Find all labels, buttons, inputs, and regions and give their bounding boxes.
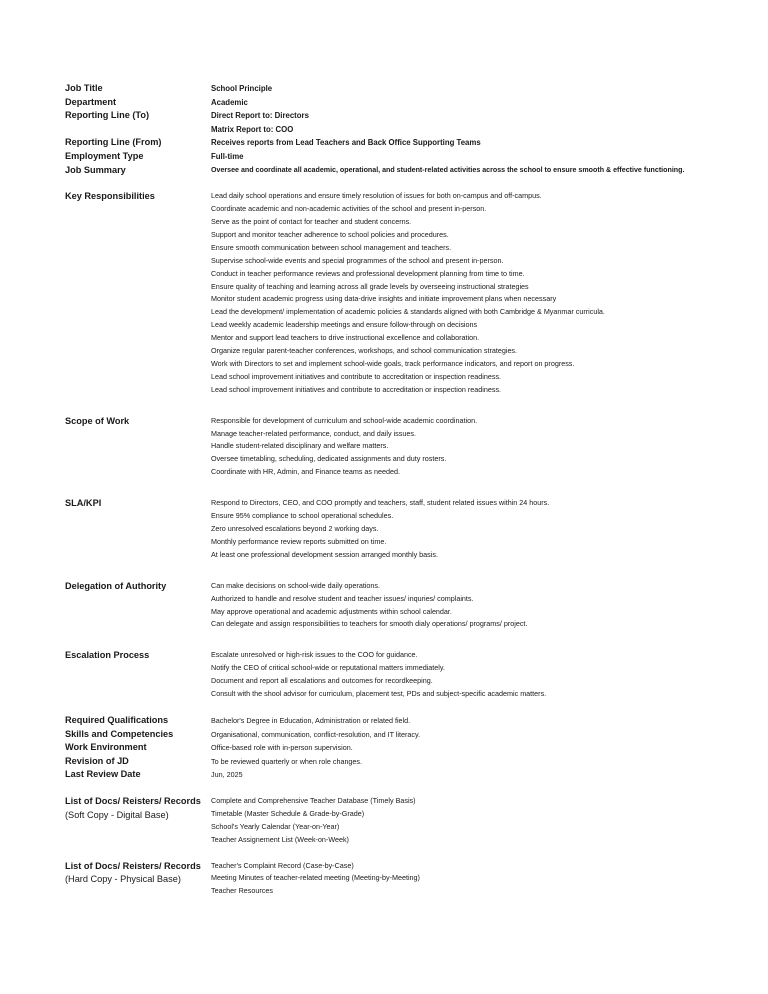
job-summary-label: Job Summary bbox=[65, 164, 126, 175]
list-item: Meeting Minutes of teacher-related meeting (Meeting-by-Meeting) bbox=[211, 873, 420, 883]
key-responsibilities-list bbox=[211, 190, 745, 397]
list-item: Teacher Resources bbox=[211, 886, 273, 896]
list-item: Organize regular parent-teacher conferences, workshops, and school communication strategies. bbox=[211, 346, 518, 356]
list-item: Coordinate with HR, Admin, and Finance teams as needed. bbox=[211, 467, 400, 477]
list-item: Consult with the shool advisor for curriculum, placement test, PDs and subject-specific academic matters. bbox=[211, 689, 547, 699]
list-item: Monthly performance review reports submitted on time. bbox=[211, 536, 387, 546]
reporting-from-value: Receives reports from Lead Teachers and Back Office Supporting Teams bbox=[211, 138, 481, 148]
docs-hard-label: List of Docs/ Reisters/ Records bbox=[65, 860, 201, 871]
reporting-from-label: Reporting Line (From) bbox=[65, 137, 162, 148]
list-item: Handle student-related disciplinary and welfare matters. bbox=[211, 441, 389, 451]
reporting-to-row bbox=[65, 109, 745, 136]
list-item: Monitor student academic progress using data-drive insights and initiate improvement plans when necessary bbox=[211, 294, 557, 304]
qualifications-value: Bachelor's Degree in Education, Administration or related field. bbox=[211, 715, 411, 725]
list-item: Work with Directors to set and implement school-wide goals, track performance indicators, and report on progress. bbox=[211, 358, 575, 368]
list-item: Can delegate and assign responsibilities to teachers for smooth dialy operations/ programs/ project. bbox=[211, 619, 528, 629]
sla-kpi-label: SLA/KPI bbox=[65, 498, 102, 509]
key-responsibilities-section bbox=[65, 190, 745, 397]
list-item: Lead school improvement initiatives and contribute to accreditation or inspection readiness. bbox=[211, 384, 502, 394]
escalation-list bbox=[211, 649, 745, 701]
docs-hard-sublabel: (Hard Copy - Physical Base) bbox=[65, 874, 181, 885]
job-summary-value: Oversee and coordinate all academic, operational, and student-related activities across the school to ensure smooth & effective functioning. bbox=[211, 165, 685, 174]
list-item: Teacher's Complaint Record (Case-by-Case) bbox=[211, 860, 354, 870]
job-title-value: School Principle bbox=[211, 84, 273, 93]
reporting-from-row bbox=[65, 136, 745, 150]
scope-of-work-label: Scope of Work bbox=[65, 415, 130, 426]
list-item: Timetable (Master Schedule & Grade-by-Grade) bbox=[211, 808, 365, 818]
department-label: Department bbox=[65, 96, 117, 107]
sla-kpi-list bbox=[211, 497, 745, 562]
list-item: May approve operational and academic adjustments within school calendar. bbox=[211, 606, 452, 616]
escalation-section bbox=[65, 649, 745, 701]
qualifications-row bbox=[65, 714, 745, 728]
list-item: Can make decisions on school-wide daily operations. bbox=[211, 580, 380, 590]
revision-label: Revision of JD bbox=[65, 755, 129, 766]
list-item: Ensure 95% compliance to school operational schedules. bbox=[211, 511, 394, 521]
delegation-list bbox=[211, 580, 745, 632]
list-item: School's Yearly Calendar (Year-on-Year) bbox=[211, 821, 340, 831]
list-item: Escalate unresolved or high-risk issues to the COO for guidance. bbox=[211, 650, 418, 660]
list-item: Authorized to handle and resolve student and teacher issues/ inquries/ complaints. bbox=[211, 593, 474, 603]
list-item: Respond to Directors, CEO, and COO promptly and teachers, staff, student related issues within 24 hours. bbox=[211, 498, 550, 508]
docs-soft-sublabel: (Soft Copy - Digital Base) bbox=[65, 809, 169, 820]
list-item: Support and monitor teacher adherence to school policies and procedures. bbox=[211, 229, 449, 239]
employment-type-value: Full-time bbox=[211, 151, 244, 161]
reporting-to-matrix: Matrix Report to: COO bbox=[211, 124, 294, 134]
work-environment-row bbox=[65, 741, 745, 755]
sla-kpi-section bbox=[65, 497, 745, 562]
delegation-section bbox=[65, 580, 745, 632]
list-item: Ensure smooth communication between school management and teachers. bbox=[211, 242, 452, 252]
last-review-row bbox=[65, 768, 745, 782]
work-environment-value: Office-based role with in-person supervision. bbox=[211, 743, 353, 753]
job-title-row bbox=[65, 82, 745, 96]
qualifications-label: Required Qualifications bbox=[65, 714, 169, 725]
reporting-to-label: Reporting Line (To) bbox=[65, 110, 150, 121]
list-item: Serve as the point of contact for teacher and student concerns. bbox=[211, 216, 412, 226]
department-value: Academic bbox=[211, 97, 248, 107]
revision-value: To be reviewed quarterly or when role changes. bbox=[211, 756, 363, 766]
docs-soft-section bbox=[65, 795, 745, 847]
list-item: Conduct in teacher performance reviews and professional development planning from time to time. bbox=[211, 268, 525, 278]
list-item: Notify the CEO of critical school-wide or reputational matters immediately. bbox=[211, 663, 445, 673]
skills-label: Skills and Competencies bbox=[65, 728, 174, 739]
list-item: Document and report all escalations and outcomes for recordkeeping. bbox=[211, 676, 433, 686]
scope-of-work-list bbox=[211, 415, 745, 480]
employment-type-label: Employment Type bbox=[65, 150, 144, 161]
delegation-label: Delegation of Authority bbox=[65, 580, 167, 591]
list-item: Teacher Assignement List (Week-on-Week) bbox=[211, 834, 349, 844]
list-item: Coordinate academic and non-academic activities of the school and present in-person. bbox=[211, 204, 487, 214]
list-item: Manage teacher-related performance, conduct, and daily issues. bbox=[211, 428, 416, 438]
job-summary-row bbox=[65, 164, 745, 178]
skills-value: Organisational, communication, conflict-resolution, and IT literacy. bbox=[211, 729, 421, 739]
list-item: Lead daily school operations and ensure timely resolution of issues for both on-campus and off-campus. bbox=[211, 191, 542, 201]
job-description-document bbox=[65, 82, 745, 898]
scope-of-work-section bbox=[65, 415, 745, 480]
docs-hard-list bbox=[211, 860, 745, 899]
list-item: Lead school improvement initiatives and contribute to accreditation or inspection readiness. bbox=[211, 371, 502, 381]
list-item: Lead weekly academic leadership meetings and ensure follow-through on decisions bbox=[211, 320, 478, 330]
list-item: Supervise school-wide events and special programmes of the school and present in-person. bbox=[211, 255, 504, 265]
job-title-label: Job Title bbox=[65, 83, 103, 93]
department-row bbox=[65, 96, 745, 110]
docs-hard-section bbox=[65, 860, 745, 899]
list-item: Complete and Comprehensive Teacher Database (Timely Basis) bbox=[211, 795, 416, 805]
skills-row bbox=[65, 728, 745, 742]
list-item: Mentor and support lead teachers to drive instructional excellence and collaboration. bbox=[211, 333, 480, 343]
list-item: Responsible for development of curriculum and school-wide academic coordination. bbox=[211, 415, 478, 425]
list-item: Oversee timetabling, scheduling, dedicated assignments and duty rosters. bbox=[211, 454, 447, 464]
docs-soft-label: List of Docs/ Reisters/ Records bbox=[65, 795, 201, 806]
key-responsibilities-label: Key Responsibilities bbox=[65, 191, 155, 202]
revision-row bbox=[65, 755, 745, 769]
last-review-label: Last Review Date bbox=[65, 769, 141, 780]
docs-soft-list bbox=[211, 795, 745, 847]
work-environment-label: Work Environment bbox=[65, 742, 147, 753]
escalation-label: Escalation Process bbox=[65, 650, 150, 661]
last-review-value: Jun, 2025 bbox=[211, 770, 243, 780]
list-item: At least one professional development session arranged monthly basis. bbox=[211, 549, 438, 559]
reporting-to-direct: Direct Report to: Directors bbox=[211, 111, 309, 121]
employment-type-row bbox=[65, 150, 745, 164]
list-item: Ensure quality of teaching and learning across all grade levels by overseeing instructional strategies bbox=[211, 281, 529, 291]
list-item: Zero unresolved escalations beyond 2 working days. bbox=[211, 524, 379, 533]
list-item: Lead the development/ implementation of academic policies & standards aligned with both Cambridge & Myanmar curricula. bbox=[211, 307, 605, 317]
